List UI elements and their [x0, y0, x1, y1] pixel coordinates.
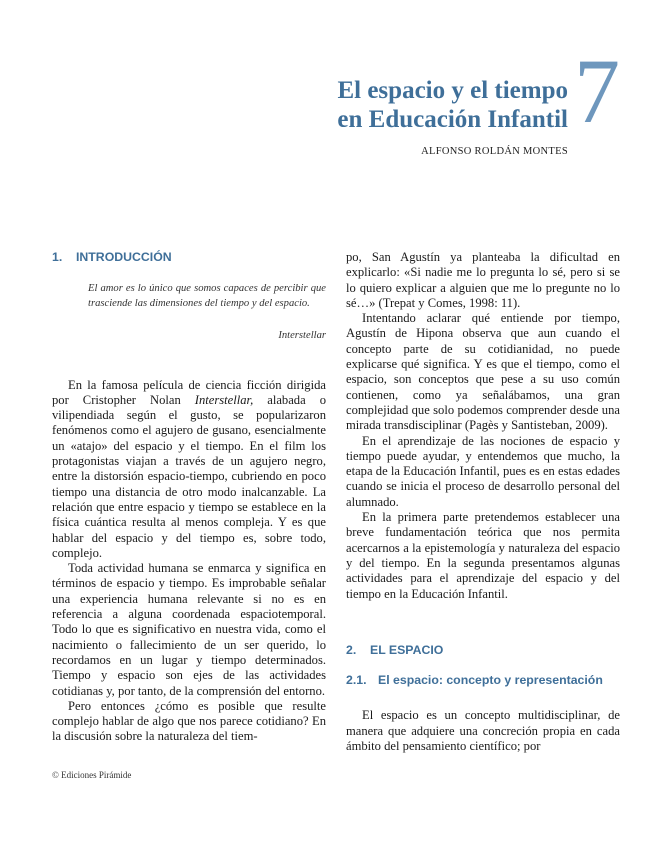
section-number: 2.	[346, 642, 357, 657]
chapter-title-line1: El espacio y el tiempo	[337, 77, 568, 104]
paragraph: Toda actividad humana se enmarca y significa en términos de espacio y tiempo. Es improbable señalar una experiencia humana relevante si no es en referencia a alguna coordenada espaciotemporal. Todo lo que es significativo en nuestra vida, como el nacimiento o fallecimiento de un ser querido, lo recordamos en un lugar y tiempo determinados. Tiempo y espacio son ejes de las actividades cotidianas y, por tanto, de la comprensión del entorno.	[52, 561, 326, 698]
paragraph: En la primera parte pretendemos establecer una breve fundamentación teórica que nos permita acercarnos a la epistemología y naturaleza del espacio y del tiempo. En la segunda presentamos algunas actividades para el aprendizaje del espacio y del tiempo en la Educación Infantil.	[346, 510, 620, 601]
chapter-header	[0, 0, 672, 170]
epigraph-source: Interstellar	[278, 330, 326, 342]
epigraph-quote: El amor es lo único que somos capaces de percibir que trasciende las dimensiones del tiempo y del espacio.	[88, 283, 326, 310]
paragraph	[52, 378, 326, 562]
chapter-author: ALFONSO ROLDÁN MONTES	[421, 146, 568, 157]
paragraph: po, San Agustín ya planteaba la dificultad en explicarlo: «Si nadie me lo pregunta lo sé, pero si se lo quiero explicar a alguien que me lo pregunte no lo sé…» (Trepat y Comes, 1998: 11).	[346, 250, 620, 310]
subsection-title: El espacio: concepto y representación	[378, 673, 603, 688]
subsection-heading	[346, 673, 620, 688]
chapter-title-line2: en Educación Infantil	[337, 106, 568, 133]
chapter-title	[337, 76, 568, 134]
film-title: Interstellar,	[194, 392, 254, 407]
copyright-footer: © Ediciones Pirámide	[52, 770, 132, 780]
paragraph: Pero entonces ¿cómo es posible que resulte complejo hablar de algo que nos parece cotidiano? En la discusión sobre la naturaleza del tiem-	[52, 698, 326, 744]
paragraph: Intentando aclarar qué entiende por tiempo, Agustín de Hipona observa que aun cuando el concepto parte de su cotidianidad, no puede explicarse qué significa. Y es que el tiempo, como el espacio, son conceptos que pese a su uso común contienen, como ya señalábamos, una gran complejidad que solo podemos comprender desde una mirada transdisciplinar (Pagès y Santisteban, 2009).	[346, 311, 620, 433]
paragraph: En el aprendizaje de las nociones de espacio y tiempo puede ayudar, y entendemos que mucho, la etapa de la Educación Infantil, pues es en estas edades cuando se inicia el proceso de desarrollo personal del alumnado.	[346, 433, 620, 509]
right-column	[346, 250, 620, 754]
section-number: 1.	[52, 250, 63, 264]
text-run: En la famosa película de ciencia ficción dirigida por Cristopher Nolan	[52, 377, 326, 407]
section-title: EL ESPACIO	[370, 642, 444, 657]
section-title: INTRODUCCIÓN	[76, 250, 172, 264]
chapter-number: 7	[574, 40, 620, 142]
subsection-number: 2.1.	[346, 673, 367, 688]
section-heading-el-espacio	[346, 643, 620, 658]
text-run: alabada o vilipendiada según el gusto, se popularizaron fenómenos como el agujero de gusano, esencialmente un «atajo» del espacio y el tiempo. En el film los protagonistas viajan a través de un agujero negro, entre la distorsión espacio-tiempo, cubriendo en poco tiempo una distancia de otro modo inalcanzable. La relación que entre espacio y tiempo se establece en la física cuántica resulta al menos compleja. Y es que hablar del espacio y del tiempo es, sobre todo, complejo.	[52, 392, 327, 560]
section-heading-introduccion	[52, 250, 326, 265]
left-column	[52, 250, 326, 745]
paragraph: El espacio es un concepto multidisciplinar, de manera que adquiere una concreción propia en cada ámbito del pensamiento científico; por	[346, 708, 620, 754]
